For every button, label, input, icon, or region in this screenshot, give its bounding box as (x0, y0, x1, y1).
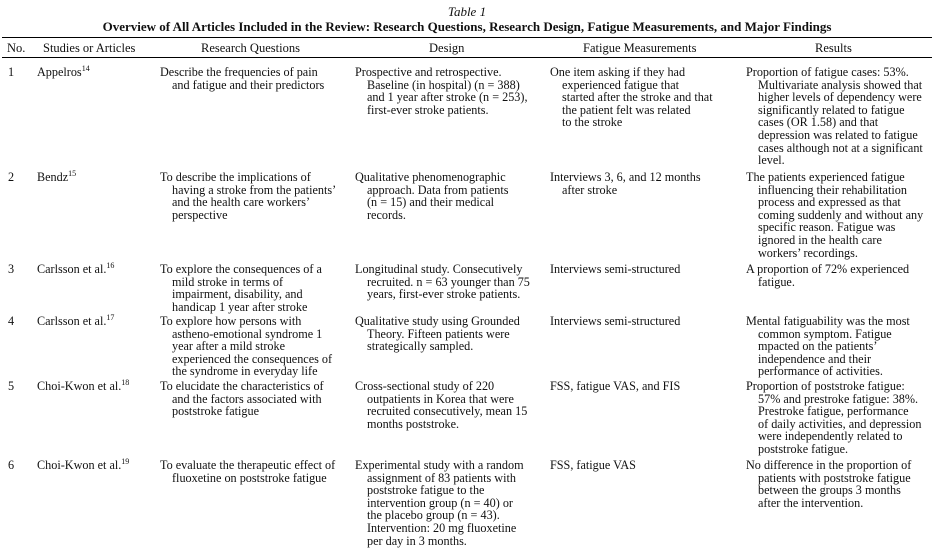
cell-measurement (550, 459, 636, 472)
cell-line: Experimental study with a random (355, 458, 524, 472)
cell-design (355, 380, 527, 430)
cell-question (160, 380, 324, 418)
cell-results (746, 66, 923, 167)
cell-line: significantly related to fatigue (758, 102, 905, 117)
cell-line: of daily activities, and depression (758, 416, 922, 431)
study-name: Choi-Kwon et al. (37, 379, 122, 393)
cell-line: ignored in the health care (758, 232, 882, 247)
cell-line: cases although not at a significant (758, 140, 923, 155)
cell-line: specific reason. Fatigue was (758, 220, 896, 235)
study-name: Bendz (37, 170, 69, 184)
table-number: Table 1 (447, 4, 487, 19)
cell-line: assignment of 83 patients with (367, 470, 516, 485)
cell-line: per day in 3 months. (367, 533, 467, 548)
cell-design (355, 315, 520, 353)
cell-results (746, 315, 910, 378)
cell-no: 3 (8, 262, 15, 276)
cell-design (355, 66, 528, 116)
header-top-rule (2, 37, 932, 38)
cell-line: were independently related to (758, 429, 903, 444)
cell-line: Interviews 3, 6, and 12 months (550, 170, 701, 184)
cell-line: Describe the frequencies of pain (160, 65, 318, 79)
cell-line: poststroke fatigue to the (367, 483, 485, 498)
cell-line: and the factors associated with (172, 391, 322, 406)
column-header-measurements: Fatigue Measurements (583, 41, 697, 55)
cell-question (160, 171, 336, 221)
cell-line: Prospective and retrospective. (355, 65, 502, 79)
cell-line: after the intervention. (758, 495, 864, 510)
cell-line: To elucidate the characteristics of (160, 379, 324, 393)
cell-line: experienced fatigue that (562, 77, 680, 92)
cell-line: performance of activities. (758, 364, 883, 379)
cell-line: perspective (172, 207, 228, 222)
cell-line: between the groups 3 months (758, 483, 901, 498)
cell-line: recruited consecutively, mean 15 (367, 404, 528, 419)
cell-line: after stroke (562, 182, 618, 197)
cell-study (37, 380, 129, 393)
cell-line: depression was related to fatigue (758, 127, 918, 142)
cell-results (746, 171, 923, 259)
cell-line: mpacted on the patients’ (758, 339, 878, 354)
cell-line: workers’ recordings. (758, 245, 858, 260)
cell-measurement (550, 171, 701, 196)
cell-measurement (550, 315, 680, 328)
column-header-design: Design (429, 41, 465, 55)
cell-line: poststroke fatigue. (758, 441, 849, 456)
cell-line: and the health care workers’ (172, 195, 311, 210)
cell-study (37, 263, 114, 276)
cell-line: to the stroke (562, 115, 623, 130)
cell-line: fatigue. (758, 274, 795, 289)
cell-line: impairment, disability, and (172, 287, 303, 302)
cell-line: recruited. n = 63 younger than 75 (367, 274, 530, 289)
cell-line: To describe the implications of (160, 170, 311, 184)
study-name: Choi-Kwon et al. (37, 458, 122, 472)
cell-line: Proportion of fatigue cases: 53%. (746, 65, 909, 79)
cell-line: To explore how persons with (160, 314, 302, 328)
cell-study (37, 171, 76, 184)
cell-line: Qualitative phenomenographic (355, 170, 506, 184)
cell-line: A proportion of 72% experienced (746, 262, 910, 276)
cell-question (160, 459, 335, 484)
cell-line: Longitudinal study. Consecutively (355, 262, 523, 276)
table-title: Overview of All Articles Included in the Review: Research Questions, Research Design, Fatigue Measurements, and Major Findings (102, 19, 832, 34)
header-bottom-rule (2, 57, 932, 58)
cell-study (37, 66, 90, 79)
cell-line: One item asking if they had (550, 65, 686, 79)
study-name: Appelros (37, 65, 82, 79)
cell-line: year after a mild stroke (172, 339, 286, 354)
cell-line: cases (OR 1.58) and that (758, 115, 879, 130)
reference-number: 17 (106, 313, 115, 322)
cell-line: The patients experienced fatigue (746, 170, 905, 184)
cell-line: coming suddenly and without any (758, 207, 924, 222)
cell-line: experienced the consequences of (172, 351, 333, 366)
cell-line: Cross-sectional study of 220 (355, 379, 495, 393)
cell-line: and fatigue and their predictors (172, 77, 325, 92)
reference-number: 15 (68, 169, 77, 178)
cell-line: FSS, fatigue VAS (550, 458, 636, 472)
cell-line: Mental fatiguability was the most (746, 314, 910, 328)
cell-line: the syndrome in everyday life (172, 364, 318, 379)
cell-line: strategically sampled. (367, 339, 474, 354)
cell-line: fluoxetine on poststroke fatigue (172, 470, 327, 485)
column-header-studies: Studies or Articles (43, 41, 136, 55)
cell-no: 5 (8, 379, 15, 393)
cell-line: handicap 1 year after stroke (172, 299, 308, 314)
cell-design (355, 171, 508, 221)
cell-line: independence and their (758, 351, 872, 366)
cell-line: Interviews semi-structured (550, 262, 681, 276)
cell-study (37, 315, 114, 328)
column-header-results: Results (815, 41, 852, 55)
cell-question (160, 263, 322, 313)
cell-line: Proportion of poststroke fatigue: (746, 379, 905, 393)
cell-line: Prestroke fatigue, performance (758, 404, 909, 419)
cell-line: mild stroke in terms of (172, 274, 284, 289)
cell-line: Theory. Fifteen patients were (367, 326, 510, 341)
cell-study (37, 459, 129, 472)
cell-line: years, first-ever stroke patients. (367, 287, 521, 302)
cell-line: 57% and prestroke fatigue: 38%. (758, 391, 919, 406)
cell-results (746, 459, 911, 509)
cell-line: FSS, fatigue VAS, and FIS (550, 379, 681, 393)
cell-line: common symptom. Fatigue (758, 326, 892, 341)
cell-no: 4 (8, 314, 15, 328)
cell-measurement (550, 263, 680, 276)
cell-line: first-ever stroke patients. (367, 102, 489, 117)
cell-design (355, 263, 530, 301)
cell-line: influencing their rehabilitation (758, 182, 907, 197)
cell-line: astheno-emotional syndrome 1 (172, 326, 323, 341)
cell-question (160, 66, 324, 91)
cell-line: To explore the consequences of a (160, 262, 322, 276)
cell-line: outpatients in Korea that were (367, 391, 514, 406)
column-header-no: No. (7, 41, 26, 55)
cell-design (355, 459, 524, 547)
cell-line: poststroke fatigue (172, 404, 259, 419)
cell-line: level. (758, 153, 785, 168)
study-name: Carlsson et al. (37, 262, 107, 276)
cell-line: No difference in the proportion of (746, 458, 912, 472)
cell-line: the patient felt was related (562, 102, 691, 117)
cell-line: Multivariate analysis showed that (758, 77, 923, 92)
cell-question (160, 315, 332, 378)
cell-line: Baseline (in hospital) (n = 388) (367, 77, 520, 92)
cell-line: Intervention: 20 mg fluoxetine (367, 520, 517, 535)
cell-line: started after the stroke and that (562, 90, 713, 105)
reference-number: 19 (121, 457, 130, 466)
cell-line: and 1 year after stroke (n = 253), (367, 90, 528, 105)
reference-number: 18 (121, 378, 130, 387)
cell-results (746, 380, 921, 456)
cell-measurement (550, 380, 680, 393)
cell-line: To evaluate the therapeutic effect of (160, 458, 336, 472)
cell-line: (n = 15) and their medical (367, 195, 495, 210)
cell-no: 1 (8, 65, 15, 79)
column-header-questions: Research Questions (201, 41, 300, 55)
cell-line: higher levels of dependency were (758, 90, 922, 105)
cell-no: 2 (8, 170, 15, 184)
cell-line: Interviews semi-structured (550, 314, 681, 328)
cell-measurement (550, 66, 713, 129)
cell-line: patients with poststroke fatigue (758, 470, 911, 485)
cell-line: the placebo group (n = 43). (367, 508, 500, 523)
reference-number: 16 (106, 261, 115, 270)
cell-line: intervention group (n = 40) or (367, 495, 513, 510)
study-name: Carlsson et al. (37, 314, 107, 328)
cell-no: 6 (8, 458, 15, 472)
cell-line: records. (367, 207, 406, 222)
cell-line: approach. Data from patients (367, 182, 509, 197)
cell-line: Qualitative study using Grounded (355, 314, 520, 328)
cell-line: process and expressed as that (758, 195, 901, 210)
cell-line: having a stroke from the patients’ (172, 182, 337, 197)
cell-results (746, 263, 909, 288)
reference-number: 14 (81, 64, 90, 73)
cell-line: months poststroke. (367, 416, 460, 431)
